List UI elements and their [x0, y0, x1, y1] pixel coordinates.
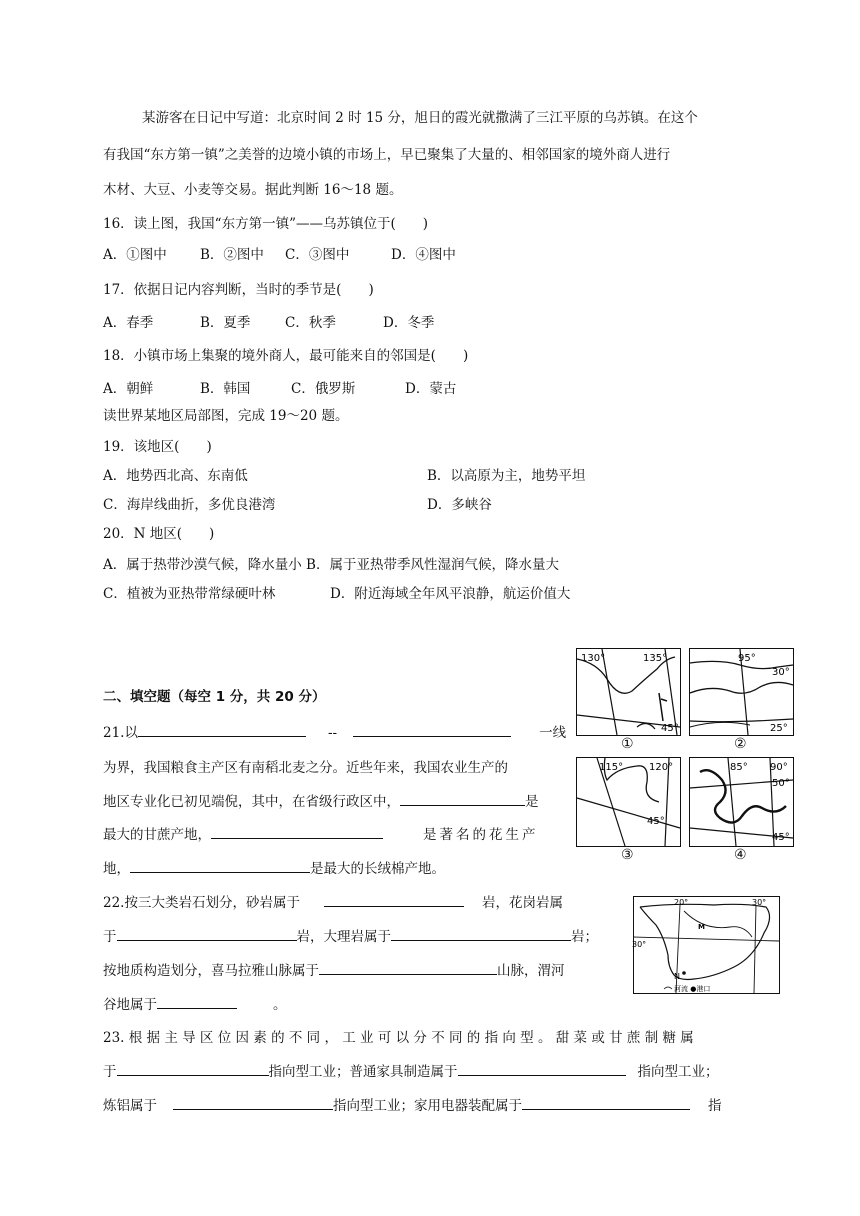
- q19-option-a: A．地势西北高、东南低: [103, 468, 248, 484]
- q22-l3-b: 山脉，渭河: [497, 963, 565, 979]
- map-3-drawing: [577, 758, 680, 846]
- q19-option-c: C．海岸线曲折，多优良港湾: [103, 497, 276, 513]
- q21-l3-text: 地区专业化已初见端倪，其中，在省级行政区中，: [103, 794, 400, 810]
- africa-lon-1: 20°: [674, 898, 689, 907]
- q21-l3-end: 是: [525, 794, 539, 810]
- q23-l3-a: 炼铝属于: [103, 1098, 157, 1114]
- blank-21-5[interactable]: [130, 858, 310, 873]
- blank-21-4[interactable]: [211, 824, 383, 839]
- q20-option-d: D．附近海域全年风平浪静，航运价值大: [330, 586, 571, 602]
- map-2-lat: 25°: [770, 723, 788, 734]
- q16-option-a: A．①图中: [103, 247, 167, 263]
- map-1-lat: 45°: [661, 723, 679, 734]
- map-3-lon-1: 115°: [599, 762, 624, 773]
- map-4-drawing: [690, 758, 793, 846]
- q21-dash: --: [327, 725, 338, 741]
- q22-line-2: [103, 926, 598, 947]
- q21-line-3: [103, 791, 539, 812]
- map-1-lon-2: 135°: [643, 653, 668, 664]
- section-2-title: 二、填空题（每空 1 分，共 20 分）: [103, 689, 326, 705]
- blank-23-1[interactable]: [117, 1061, 269, 1076]
- q16-option-d: D．④图中: [391, 247, 456, 263]
- q18-option-a: A．朝鲜: [103, 381, 154, 397]
- q22-l2-a: 于: [103, 929, 117, 945]
- map-1-lon-1: 130°: [581, 653, 606, 664]
- question-16: 16．读上图，我国“东方第一镇”——乌苏镇位于( ): [103, 216, 429, 232]
- map-4-lat-1: 50°: [772, 778, 790, 789]
- blank-22-4[interactable]: [319, 960, 497, 975]
- blank-21-1[interactable]: [138, 722, 306, 737]
- q22-l2-b: 岩，大理岩属于: [296, 929, 391, 945]
- q22-l2-c: 岩；: [571, 929, 598, 945]
- q22-l4-b: 。: [273, 997, 287, 1013]
- q22-l3-a: 按地质构造划分，喜马拉雅山脉属于: [103, 963, 319, 979]
- map-4: [689, 757, 794, 847]
- q22-l4-a: 谷地属于: [103, 997, 157, 1013]
- map-2-number: ②: [734, 736, 747, 752]
- blank-22-2[interactable]: [117, 926, 297, 941]
- blank-23-3[interactable]: [173, 1095, 333, 1110]
- q23-l2-a: 于: [103, 1064, 117, 1080]
- q18-option-c: C．俄罗斯: [291, 381, 356, 397]
- q19-option-d: D．多峡谷: [427, 497, 492, 513]
- q23-line-3: [103, 1095, 722, 1116]
- map-3: [576, 757, 681, 847]
- question-18: 18．小镇市场上集聚的境外商人，最可能来自的邻国是( ): [103, 348, 469, 364]
- q18-option-d: D．蒙古: [405, 381, 457, 397]
- map-2: [689, 648, 794, 736]
- intro-line-1: 某游客在日记中写道：北京时间 2 时 15 分，旭日的霞光就撒满了三江平原的乌苏镇。在这个: [142, 110, 698, 126]
- q21-prefix: 21.以: [103, 725, 138, 741]
- q16-option-b: B．②图中: [200, 247, 264, 263]
- map-3-number: ③: [621, 847, 634, 863]
- q21-l5-text: 地，: [103, 861, 130, 877]
- q23-l3-c: 指: [708, 1098, 722, 1114]
- southern-africa-map: [633, 896, 780, 994]
- africa-label-n: N: [674, 972, 680, 981]
- q18-option-b: B．韩国: [200, 381, 251, 397]
- blank-22-3[interactable]: [391, 926, 571, 941]
- q22-line-1: [103, 892, 563, 913]
- q21-suffix: 一线: [539, 725, 567, 741]
- map-4-lon-2: 90°: [770, 762, 788, 773]
- q20-option-c: C．植被为亚热带常绿硬叶林: [103, 586, 276, 602]
- q21-l5-end: 是最大的长绒棉产地。: [310, 861, 445, 877]
- q17-option-c: C．秋季: [285, 315, 336, 331]
- map-4-lon-1: 85°: [730, 762, 748, 773]
- map-1-drawing: [577, 649, 680, 735]
- q22-l1-text: 22.按三大类岩石划分，砂岩属于: [103, 895, 300, 911]
- q19-option-b: B．以高原为主，地势平坦: [427, 468, 586, 484]
- africa-lon-2: 30°: [752, 898, 767, 907]
- map-1: [576, 648, 681, 736]
- q20-option-ab: A．属于热带沙漠气候，降水量小 B．属于亚热带季风性湿润气候，降水量大: [103, 557, 559, 573]
- q23-l3-b: 指向型工业；家用电器装配属于: [333, 1098, 522, 1114]
- question-17: 17．依据日记内容判断，当时的季节是( ): [103, 282, 374, 298]
- q17-option-d: D．冬季: [383, 315, 435, 331]
- q17-option-b: B．夏季: [200, 315, 251, 331]
- intro-line-2: 有我国“东方第一镇”之美誉的边境小镇的市场上，早已聚集了大量的、相邻国家的境外商人进行: [103, 147, 671, 163]
- blank-23-2[interactable]: [458, 1061, 626, 1076]
- q21-line-1: [103, 722, 566, 743]
- intro-19-20: 读世界某地区局部图，完成 19～20 题。: [103, 408, 349, 424]
- blank-22-5[interactable]: [157, 994, 237, 1009]
- q21-line-5: [103, 858, 445, 879]
- q23-l2-b: 指向型工业；普通家具制造属于: [268, 1064, 458, 1080]
- map-3-lat: 45°: [647, 816, 665, 827]
- q22-line-4: [103, 994, 287, 1015]
- q21-l4-end: 是著名的花生产: [423, 827, 539, 843]
- q22-l1-end: 岩，花岗岩属: [481, 895, 563, 911]
- q21-line-4: [103, 824, 539, 845]
- question-20: 20．N 地区( ): [103, 526, 215, 542]
- africa-label-m: M: [698, 923, 705, 931]
- map-3-lon-2: 120°: [649, 762, 674, 773]
- q23-line-1: 23. 根 据 主 导 区 位 因 素 的 不 同 ， 工 业 可 以 分 不 同 的 指 向 型 。 甜 菜 或 甘 蔗 制 糖 属: [103, 1030, 694, 1046]
- southern-africa-map-drawing: [634, 897, 779, 993]
- blank-23-4[interactable]: [522, 1095, 690, 1110]
- map-2-lon-2: 30°: [772, 667, 790, 678]
- question-19: 19．该地区( ): [103, 439, 212, 455]
- intro-line-3: 木材、大豆、小麦等交易。据此判断 16～18 题。: [103, 182, 403, 198]
- q17-option-a: A．春季: [103, 315, 154, 331]
- africa-legend: 河流 ●港口: [674, 985, 711, 993]
- map-4-lat-2: 45°: [772, 832, 790, 843]
- q22-line-3: [103, 960, 565, 981]
- q23-line-2: [103, 1061, 719, 1082]
- blank-21-2[interactable]: [353, 722, 511, 737]
- blank-22-1[interactable]: [324, 892, 464, 907]
- q16-option-c: C．③图中: [285, 247, 350, 263]
- map-4-number: ④: [734, 847, 747, 863]
- map-2-drawing: [690, 649, 793, 735]
- map-2-lon-1: 95°: [738, 653, 756, 664]
- map-1-number: ①: [621, 736, 634, 752]
- africa-lat: 30°: [632, 940, 647, 949]
- blank-21-3[interactable]: [400, 791, 525, 806]
- q21-l4-text: 最大的甘蔗产地，: [103, 827, 211, 843]
- q23-l2-c: 指向型工业；: [637, 1064, 719, 1080]
- q21-line-2: 为界，我国粮食主产区有南稻北麦之分。近些年来，我国农业生产的: [103, 760, 508, 776]
